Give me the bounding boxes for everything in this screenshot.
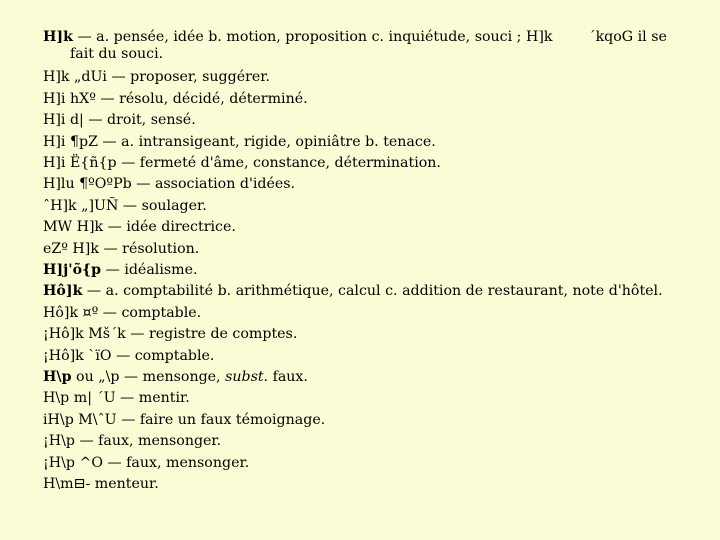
dictionary-entry — [43, 431, 693, 452]
entry-definition-tail: faux. — [268, 369, 308, 386]
entry-definition: — fermeté d'âme, constance, détermination. — [116, 155, 441, 172]
entry-headword: H]i ¶pZ — [43, 133, 98, 150]
entry-headword: ¡H\p — [43, 433, 75, 450]
dictionary-entry — [43, 89, 693, 110]
entry-definition-tail: il se — [633, 29, 667, 45]
entry-definition: — a. intransigeant, rigide, opiniâtre b. tenace. — [97, 133, 436, 150]
entry-headword: H]i d| — [43, 112, 84, 129]
entry-headword: H\p — [43, 369, 72, 386]
dictionary-entry — [43, 239, 693, 260]
dictionary-entry — [43, 346, 693, 367]
dictionary-entry — [43, 260, 693, 281]
entry-headword: H]j'õ{p — [43, 262, 102, 279]
entry-headword: Hô]k — [43, 283, 83, 300]
dictionary-entry — [43, 29, 693, 63]
entry-headword: ˆH]k „]UÑ — [43, 197, 119, 214]
dictionary-entry — [43, 132, 693, 153]
entry-definition: — association d'idées. — [131, 176, 296, 193]
entry-definition: — faux, mensonger. — [102, 454, 250, 471]
entry-definition: — soulager. — [118, 197, 207, 214]
dictionary-entry — [43, 324, 693, 345]
entry-definition: — a. pensée, idée b. motion, proposition c. inquiétude, souci ; H]k — [72, 29, 553, 45]
entry-continuation: fait du souci. — [70, 46, 164, 62]
entry-headword: ¡H\p ^O — [43, 454, 103, 471]
entry-headword: Hô]k ¤º — [43, 304, 99, 321]
dictionary-entry — [43, 110, 693, 131]
entry-headword: H]k „dUi — [43, 69, 107, 86]
entry-definition: — résolution. — [98, 240, 200, 257]
dictionary-entry — [43, 367, 693, 388]
entry-headword: H]i hXº — [43, 90, 96, 107]
entry-definition: — comptable. — [98, 304, 202, 321]
entry-headword: eZº H]k — [43, 240, 99, 257]
entry-definition: — mentir. — [115, 390, 190, 407]
dictionary-entry — [43, 474, 693, 495]
entry-headword: H\m — [43, 476, 74, 493]
entry-definition: — faire un faux témoignage. — [116, 411, 326, 428]
entry-headword: ¡Hô]k Mš´k — [43, 326, 126, 343]
dictionary-entry — [43, 281, 693, 302]
entry-headword: MW H]k — [43, 219, 104, 236]
dictionary-entry — [43, 217, 693, 238]
entry-headword: H]i Ë{ñ{p — [43, 155, 117, 172]
entry-headword: H]k — [43, 29, 73, 45]
dictionary-entry — [43, 388, 693, 409]
dictionary-entry — [43, 196, 693, 217]
dictionary-entry — [43, 67, 693, 88]
entry-headword: ¡Hô]k `ïO — [43, 347, 112, 364]
entry-definition: — faux, mensonger. — [74, 433, 222, 450]
entry-definition: — résolu, décidé, déterminé. — [95, 90, 308, 107]
entry-definition: ou „\p — mensonge, — [71, 369, 226, 386]
entry-definition: — idéalisme. — [101, 262, 198, 279]
entry-headword: iH\p M\ˆU — [43, 411, 117, 428]
entry-definition: — registre de comptes. — [125, 326, 298, 343]
entry-definition: — idée directrice. — [103, 219, 236, 236]
dictionary-entry — [43, 303, 693, 324]
dictionary-entry — [43, 410, 693, 431]
entry-definition: ⊟- menteur. — [73, 476, 159, 493]
entry-headword-inline: ´kqoG — [588, 29, 634, 45]
entry-list — [43, 29, 693, 496]
entry-grammar-note: subst. — [225, 369, 269, 386]
dictionary-entry — [43, 174, 693, 195]
entry-definition: — a. comptabilité b. arithmétique, calcul c. addition de restaurant, note d'hôtel. — [82, 283, 663, 300]
entry-headword: H\p m| ´U — [43, 390, 116, 407]
entry-headword: H]lu ¶ºOºPb — [43, 176, 132, 193]
entry-definition: — comptable. — [111, 347, 215, 364]
entry-definition: — proposer, suggérer. — [106, 69, 270, 86]
dictionary-entry — [43, 453, 693, 474]
entry-definition: — droit, sensé. — [83, 112, 196, 129]
dictionary-entry — [43, 153, 693, 174]
